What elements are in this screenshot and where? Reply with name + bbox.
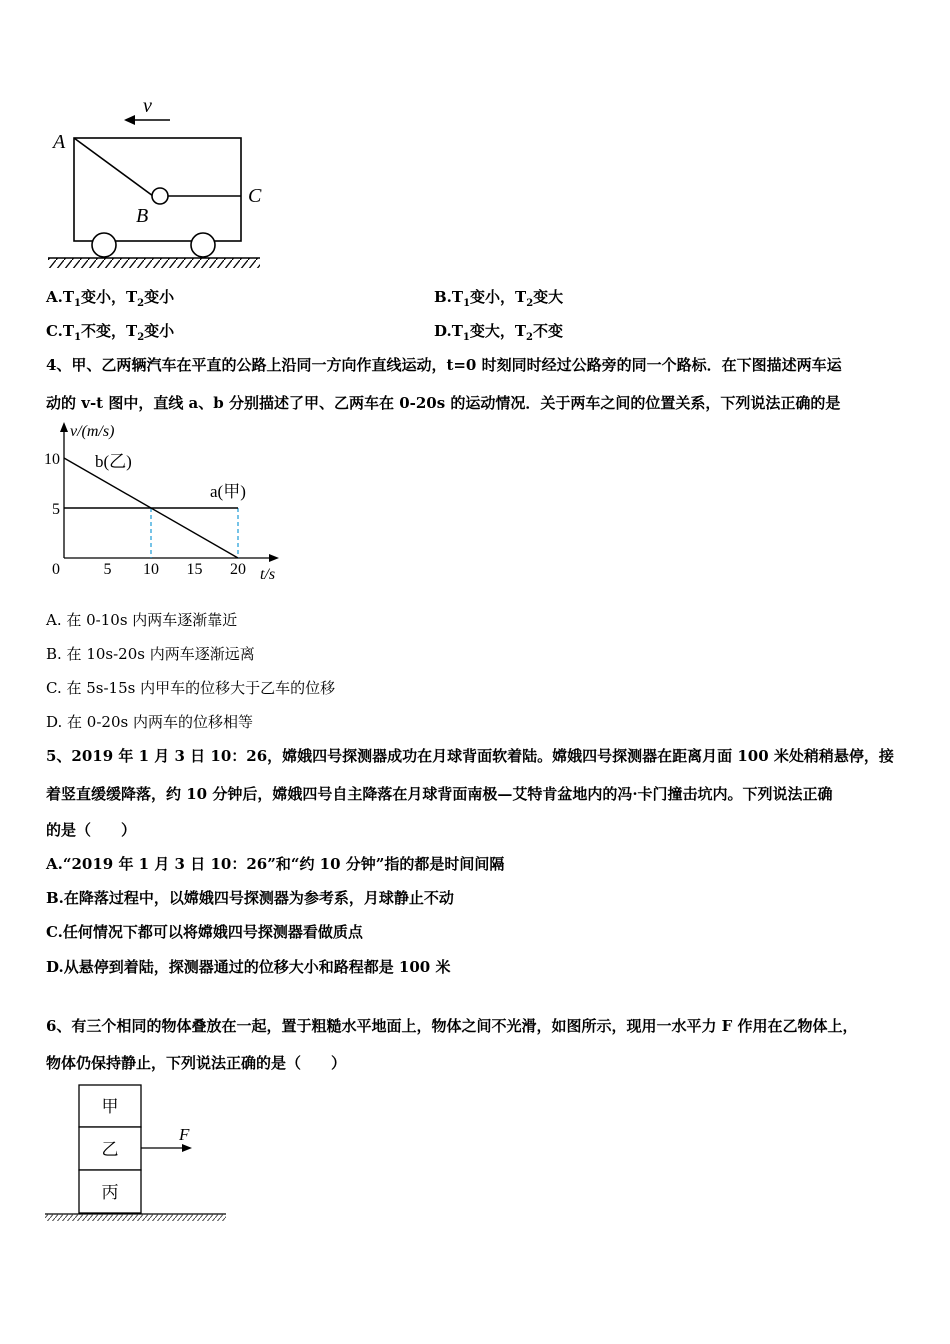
q5-option-b[interactable]: B.在降落过程中，以嫦娥四号探测器为参考系，月球静止不动 xyxy=(46,889,454,907)
q3-option-b[interactable]: $B.T_1$变小，$T_2$变大 xyxy=(434,288,564,309)
cart-figure xyxy=(40,90,280,275)
block-bing-label: 丙 xyxy=(101,1183,119,1202)
q5-option-d[interactable]: D.从悬停到着陆，探测器通过的位移大小和路程都是 100 米 xyxy=(46,958,451,976)
origin-label: 0 xyxy=(52,561,60,578)
x-axis-arrow xyxy=(269,554,279,562)
ball-B xyxy=(152,188,168,204)
rope-AB xyxy=(74,138,153,196)
y-tick-5: 5 xyxy=(52,501,60,518)
wheel-right xyxy=(191,233,215,257)
series-label-a: a(甲) xyxy=(210,482,246,501)
x-tick-10: 10 xyxy=(143,561,159,578)
y-tick-10: 10 xyxy=(44,451,60,468)
q3-option-a[interactable]: $A.T_1$变小，$T_2$变小 xyxy=(46,288,175,309)
q4-option-b[interactable]: B. 在 10s-20s 内两车逐渐远离 xyxy=(46,645,255,663)
y-axis-label: v/(m/s) xyxy=(70,423,115,440)
stacked-blocks-figure xyxy=(40,1080,240,1230)
x-tick-5: 5 xyxy=(103,561,112,578)
q4-stem-line-1: 4、甲、乙两辆汽车在平直的公路上沿同一方向作直线运动，t=0 时刻同时经过公路旁的同一个路标．在下图描述两车运 xyxy=(46,356,842,374)
label-B: B xyxy=(136,205,149,227)
vt-chart xyxy=(38,418,298,586)
q3-option-c[interactable]: $C.T_1$不变，$T_2$变小 xyxy=(46,322,175,343)
q4-option-d[interactable]: D. 在 0-20s 内两车的位移相等 xyxy=(46,713,253,731)
q6-stem-line-1: 6、有三个相同的物体叠放在一起，置于粗糙水平地面上，物体之间不光滑，如图所示，现用一水平力 F 作用在乙物体上， xyxy=(46,1017,858,1035)
label-A: A xyxy=(53,131,66,153)
q5-stem-line-3: 的是（ ） xyxy=(46,821,137,839)
series-label-b: b(乙) xyxy=(95,452,132,471)
block-yi-label: 乙 xyxy=(101,1140,119,1159)
q5-option-c[interactable]: C.任何情况下都可以将嫦娥四号探测器看做质点 xyxy=(46,923,363,941)
q4-option-c[interactable]: C. 在 5s-15s 内甲车的位移大于乙车的位移 xyxy=(46,679,336,697)
velocity-label: v xyxy=(143,95,152,117)
q6-stem-line-2: 物体仍保持静止，下列说法正确的是（ ） xyxy=(46,1054,347,1072)
block-jia-label: 甲 xyxy=(101,1097,119,1116)
y-axis-arrow xyxy=(60,422,68,432)
force-label: F xyxy=(179,1125,190,1144)
q5-stem-line-1: 5、2019 年 1 月 3 日 10：26，嫦娥四号探测器成功在月球背面软着陆。嫦娥四号探测器在距离月面 100 米处稍稍悬停，接 xyxy=(46,747,894,765)
x-tick-20: 20 xyxy=(230,561,246,578)
wheel-left xyxy=(92,233,116,257)
q5-stem-line-2: 着竖直缓缓降落，约 10 分钟后，嫦娥四号自主降落在月球背面南极—艾特肯盆地内的冯·卡门撞击坑内。下列说法正确 xyxy=(46,785,833,803)
q5-option-a[interactable]: A.“2019 年 1 月 3 日 10：26”和“约 10 分钟”指的都是时间间隔 xyxy=(46,855,505,873)
x-axis-label: t/s xyxy=(260,566,276,583)
q4-stem-line-2: 动的 v-t 图中，直线 a、b 分别描述了甲、乙两车在 0-20s 的运动情况．关于两车之间的位置关系，下列说法正确的是 xyxy=(46,394,841,412)
x-tick-15: 15 xyxy=(186,561,203,578)
q3-option-d[interactable]: $D.T_1$变大，$T_2$不变 xyxy=(434,322,563,343)
q4-option-a[interactable]: A. 在 0-10s 内两车逐渐靠近 xyxy=(46,611,238,629)
label-C: C xyxy=(248,185,262,207)
